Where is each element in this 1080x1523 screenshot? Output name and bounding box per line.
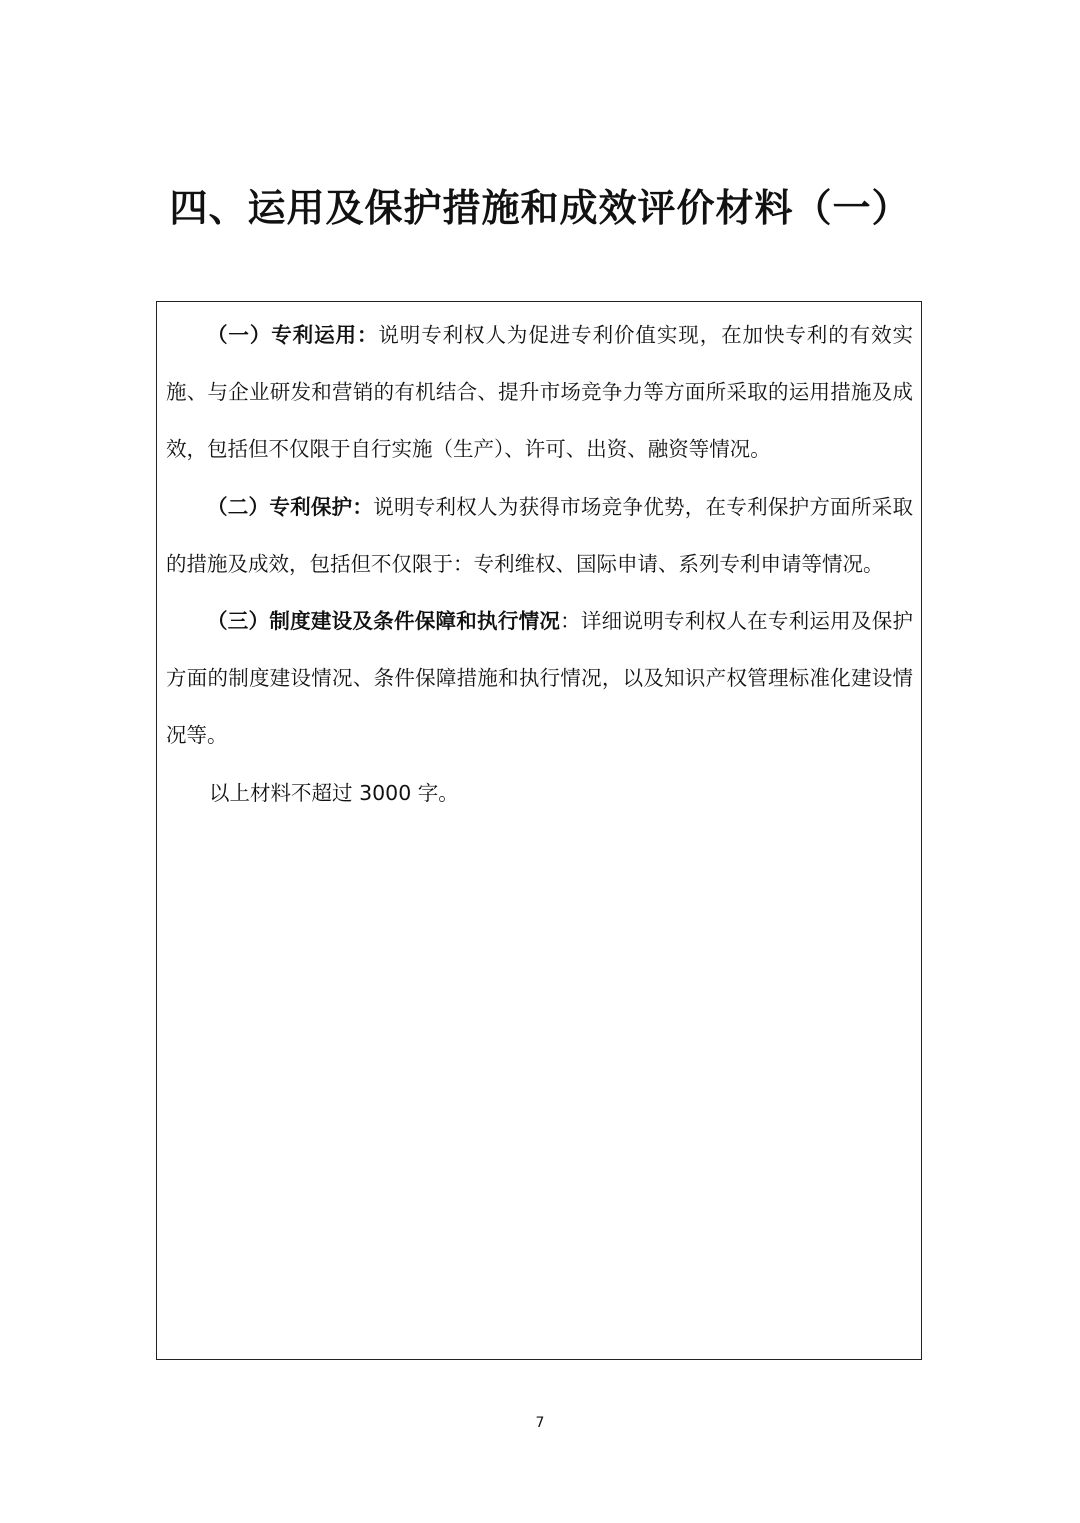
- page-title: 四、运用及保护措施和成效评价材料（一）: [169, 186, 911, 230]
- section-text: 说明专利权人为促进专利价值实现，在加快专利的有效实施、与企业研发和营销的有机结合、提升市场竞争力等方面所采取的运用措施及成效，包括但不仅限于自行实施（生产）、许可、出资、融资等情况。: [166, 323, 913, 462]
- section-text: ：详细说明专利权人在专利运用及保护方面的制度建设情况、条件保障措施和执行情况，以及知识产权管理标准化建设情况等。: [166, 609, 914, 748]
- word-limit-note: 以上材料不超过 3000 字。: [209, 780, 459, 805]
- section-heading: （三）制度建设及条件保障和执行情况: [207, 609, 561, 634]
- section-heading: （二）专利保护：: [207, 494, 374, 519]
- content-box: [156, 301, 922, 1360]
- section-patent-use: [166, 307, 913, 479]
- section-heading: （一）专利运用：: [207, 323, 379, 347]
- page-number: 7: [535, 1415, 545, 1431]
- section-system-construction: [166, 593, 913, 765]
- section-text: 说明专利权人为获得市场竞争优势，在专利保护方面所采取的措施及成效，包括但不仅限于：专利维权、国际申请、系列专利申请等情况。: [166, 494, 914, 576]
- section-patent-protection: [166, 479, 913, 593]
